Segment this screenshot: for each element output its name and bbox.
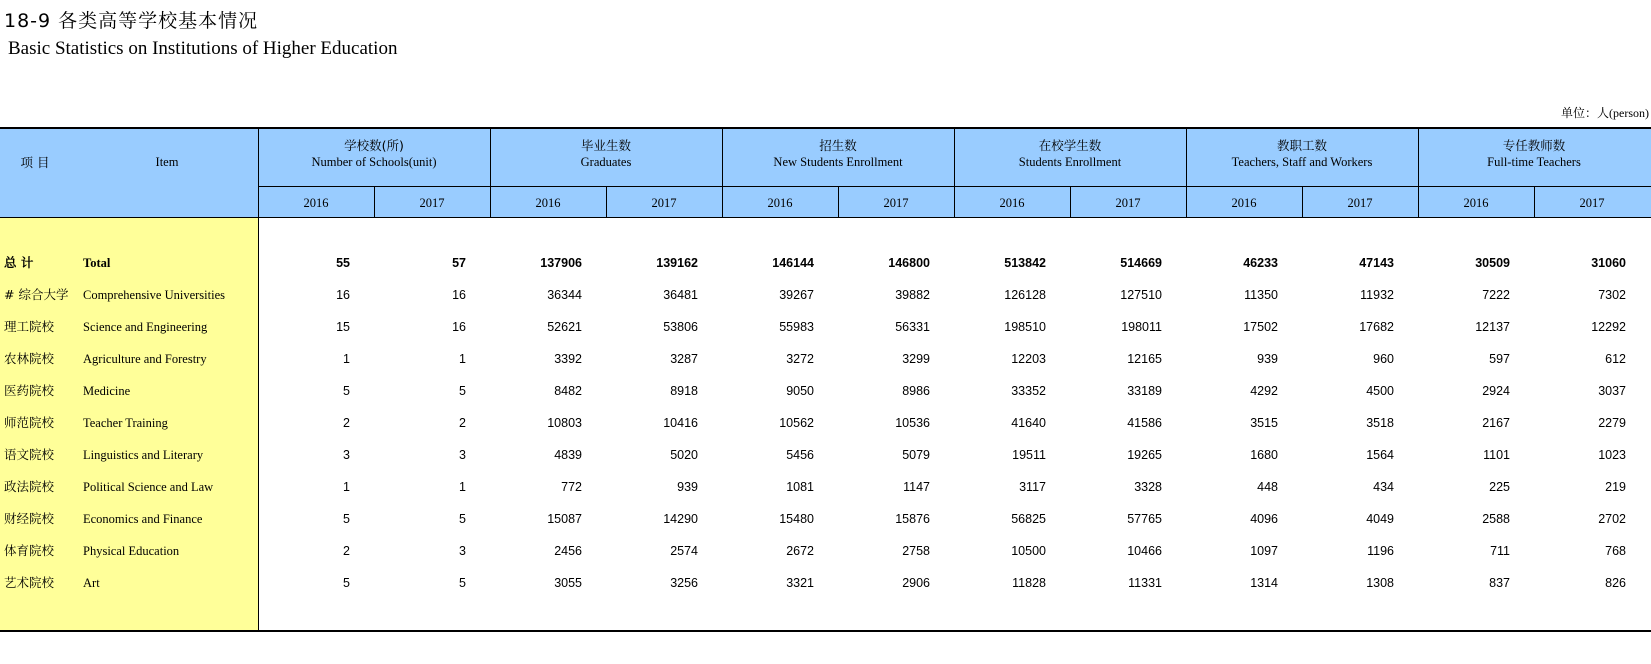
table-cell: 53806 xyxy=(663,320,698,334)
column-group-header-cn: 专任教师数 xyxy=(1502,138,1566,153)
table-cell: 16 xyxy=(452,288,466,302)
table-cell: 14290 xyxy=(663,512,698,526)
item-header-en: Item xyxy=(155,155,179,169)
row-label-cn: 总 计 xyxy=(4,255,34,270)
column-group-header xyxy=(258,137,490,171)
table-cell: 3392 xyxy=(554,352,582,366)
table-cell: 4096 xyxy=(1250,512,1278,526)
page-title-en: Basic Statistics on Institutions of Higher Education xyxy=(8,38,398,59)
table-cell: 15 xyxy=(336,320,350,334)
year-divider xyxy=(1534,186,1535,217)
table-cell: 3328 xyxy=(1134,480,1162,494)
header-bottom-rule xyxy=(0,217,1651,218)
table-cell: 36344 xyxy=(547,288,582,302)
table-cell: 4839 xyxy=(554,448,582,462)
table-cell: 5 xyxy=(459,384,466,398)
year-divider xyxy=(1070,186,1071,217)
page-title-cn: 18-9 各类高等学校基本情况 xyxy=(4,10,259,32)
table-cell: 15480 xyxy=(779,512,814,526)
table-cell: 8918 xyxy=(670,384,698,398)
table-cell: 1308 xyxy=(1366,576,1394,590)
total-row xyxy=(0,247,1651,279)
table-cell: 4049 xyxy=(1366,512,1394,526)
row-label-en: Comprehensive Universities xyxy=(83,288,225,302)
year-header: 2016 xyxy=(767,196,793,210)
table-cell: 126128 xyxy=(1004,288,1046,302)
table-cell: 448 xyxy=(1257,480,1278,494)
table-cell: 2167 xyxy=(1482,416,1510,430)
table-cell: 225 xyxy=(1489,480,1510,494)
row-label-cn: 语文院校 xyxy=(4,447,55,462)
table-cell: 612 xyxy=(1605,352,1626,366)
table-cell: 33352 xyxy=(1011,384,1046,398)
table-row xyxy=(0,471,1651,503)
table-cell: 198510 xyxy=(1004,320,1046,334)
table-cell: 30509 xyxy=(1475,256,1510,270)
row-label-en: Teacher Training xyxy=(83,416,168,430)
table-cell: 1101 xyxy=(1483,448,1510,462)
row-label-en: Art xyxy=(83,576,100,590)
year-header: 2017 xyxy=(651,196,677,210)
table-cell: 46233 xyxy=(1243,256,1278,270)
table-cell: 2702 xyxy=(1598,512,1626,526)
table-cell: 3287 xyxy=(670,352,698,366)
table-cell: 3055 xyxy=(554,576,582,590)
column-group-header xyxy=(954,137,1186,171)
table-cell: 11828 xyxy=(1012,576,1046,590)
table-cell: 960 xyxy=(1373,352,1394,366)
table-cell: 11350 xyxy=(1244,288,1278,302)
year-divider xyxy=(1302,186,1303,217)
table-cell: 146800 xyxy=(888,256,930,270)
table-cell: 772 xyxy=(561,480,582,494)
column-group-header xyxy=(1418,137,1650,171)
row-label-cn: 农林院校 xyxy=(4,351,55,366)
row-label-cn: 艺术院校 xyxy=(4,575,55,590)
table-cell: 837 xyxy=(1489,576,1510,590)
table-cell: 17682 xyxy=(1359,320,1394,334)
table-cell: 8482 xyxy=(554,384,582,398)
table-cell: 10536 xyxy=(895,416,930,430)
row-label-en: Medicine xyxy=(83,384,131,398)
table-cell: 1 xyxy=(343,352,350,366)
table-cell: 2588 xyxy=(1482,512,1510,526)
table-cell: 55 xyxy=(336,256,350,270)
row-label-en: Physical Education xyxy=(83,544,180,558)
table-cell: 2 xyxy=(343,544,350,558)
table-cell: 3299 xyxy=(902,352,930,366)
table-cell: 2279 xyxy=(1598,416,1626,430)
column-group-header-en: New Students Enrollment xyxy=(773,155,903,169)
table-cell: 513842 xyxy=(1004,256,1046,270)
table-cell: 1 xyxy=(459,480,466,494)
column-group-header-cn: 在校学生数 xyxy=(1038,138,1102,153)
table-cell: 10803 xyxy=(547,416,582,430)
table-cell: 3518 xyxy=(1366,416,1394,430)
table-cell: 711 xyxy=(1490,544,1510,558)
column-group-header-en: Graduates xyxy=(580,155,632,169)
table-top-rule xyxy=(0,127,1651,129)
year-header: 2016 xyxy=(303,196,329,210)
column-group-header xyxy=(490,137,722,171)
table-cell: 768 xyxy=(1605,544,1626,558)
table-cell: 3272 xyxy=(786,352,814,366)
table-cell: 5 xyxy=(343,384,350,398)
table-cell: 2672 xyxy=(786,544,814,558)
column-group-header-en: Number of Schools(unit) xyxy=(311,155,437,169)
table-cell: 939 xyxy=(677,480,698,494)
table-cell: 16 xyxy=(452,320,466,334)
table-cell: 137906 xyxy=(540,256,582,270)
table-cell: 7302 xyxy=(1598,288,1626,302)
table-cell: 5456 xyxy=(786,448,814,462)
table-cell: 5 xyxy=(343,512,350,526)
unit-label-en: (person) xyxy=(1609,106,1649,120)
row-label-cn: 财经院校 xyxy=(4,511,55,526)
row-label-cn: 医药院校 xyxy=(4,383,55,398)
table-cell: 7222 xyxy=(1482,288,1510,302)
table-cell: 1314 xyxy=(1250,576,1278,590)
statistics-table xyxy=(0,127,1651,632)
table-cell: 4500 xyxy=(1366,384,1394,398)
table-cell: 1147 xyxy=(903,480,930,494)
year-divider xyxy=(838,186,839,217)
table-cell: 3 xyxy=(459,448,466,462)
item-header-cn: 项 目 xyxy=(20,155,50,170)
year-header: 2016 xyxy=(1231,196,1257,210)
year-header: 2016 xyxy=(535,196,561,210)
table-cell: 15876 xyxy=(895,512,930,526)
unit-label xyxy=(1561,104,1649,121)
table-cell: 56331 xyxy=(895,320,930,334)
table-cell: 12165 xyxy=(1127,352,1162,366)
table-row xyxy=(0,343,1651,375)
table-cell: 139162 xyxy=(656,256,698,270)
group-divider xyxy=(954,127,955,217)
year-header: 2017 xyxy=(1579,196,1605,210)
table-cell: 11331 xyxy=(1128,576,1162,590)
table-cell: 1097 xyxy=(1250,544,1278,558)
table-cell: 11932 xyxy=(1360,288,1394,302)
table-cell: 39267 xyxy=(779,288,814,302)
year-header: 2017 xyxy=(1347,196,1373,210)
group-divider xyxy=(722,127,723,217)
table-cell: 10562 xyxy=(779,416,814,430)
table-cell: 52621 xyxy=(547,320,582,334)
table-cell: 1 xyxy=(459,352,466,366)
row-label-cn: 体育院校 xyxy=(4,543,55,558)
table-cell: 3037 xyxy=(1598,384,1626,398)
group-divider xyxy=(1418,127,1419,217)
table-cell: 19511 xyxy=(1012,448,1046,462)
row-label-en: Agriculture and Forestry xyxy=(83,352,207,366)
table-row xyxy=(0,567,1651,599)
table-cell: 219 xyxy=(1605,480,1626,494)
table-cell: 5 xyxy=(343,576,350,590)
row-label-en: Political Science and Law xyxy=(83,480,214,494)
row-label-en: Linguistics and Literary xyxy=(83,448,204,462)
table-row xyxy=(0,503,1651,535)
table-cell: 47143 xyxy=(1359,256,1394,270)
item-column-divider xyxy=(258,127,259,632)
table-cell: 514669 xyxy=(1120,256,1162,270)
column-group-header-cn: 教职工数 xyxy=(1276,138,1327,153)
table-cell: 2 xyxy=(343,416,350,430)
table-cell: 5 xyxy=(459,576,466,590)
table-cell: 939 xyxy=(1257,352,1278,366)
table-cell: 10466 xyxy=(1127,544,1162,558)
table-cell: 2924 xyxy=(1482,384,1510,398)
column-group-header-cn: 毕业生数 xyxy=(580,138,631,153)
table-cell: 10416 xyxy=(663,416,698,430)
column-group-header-cn: 学校数(所) xyxy=(344,138,404,153)
table-cell: 1 xyxy=(343,480,350,494)
table-bottom-rule xyxy=(0,630,1651,632)
column-group-header xyxy=(1186,137,1418,171)
table-cell: 1081 xyxy=(786,480,814,494)
year-header: 2017 xyxy=(1115,196,1141,210)
table-cell: 146144 xyxy=(772,256,814,270)
row-label-en: Economics and Finance xyxy=(83,512,203,526)
row-label-cn: # 综合大学 xyxy=(4,287,69,302)
row-label-cn: 理工院校 xyxy=(4,319,55,334)
table-cell: 41640 xyxy=(1011,416,1046,430)
row-label-cn: 师范院校 xyxy=(4,415,55,430)
row-label-cn: 政法院校 xyxy=(4,479,55,494)
table-cell: 4292 xyxy=(1250,384,1278,398)
table-cell: 2574 xyxy=(670,544,698,558)
table-cell: 1680 xyxy=(1250,448,1278,462)
table-cell: 15087 xyxy=(547,512,582,526)
column-group-header xyxy=(722,137,954,171)
table-row xyxy=(0,311,1651,343)
table-cell: 12203 xyxy=(1011,352,1046,366)
year-header: 2017 xyxy=(419,196,445,210)
table-cell: 5079 xyxy=(902,448,930,462)
year-divider xyxy=(374,186,375,217)
table-cell: 19265 xyxy=(1127,448,1162,462)
table-cell: 1564 xyxy=(1366,448,1394,462)
year-header: 2016 xyxy=(1463,196,1489,210)
year-divider xyxy=(606,186,607,217)
table-row xyxy=(0,375,1651,407)
table-row xyxy=(0,407,1651,439)
column-group-header-en: Students Enrollment xyxy=(1018,155,1122,169)
column-group-header-en: Teachers, Staff and Workers xyxy=(1231,155,1373,169)
table-cell: 57765 xyxy=(1127,512,1162,526)
group-divider xyxy=(1186,127,1187,217)
table-cell: 826 xyxy=(1605,576,1626,590)
table-cell: 2456 xyxy=(554,544,582,558)
table-cell: 5020 xyxy=(670,448,698,462)
table-cell: 3256 xyxy=(670,576,698,590)
table-cell: 3 xyxy=(343,448,350,462)
table-cell: 39882 xyxy=(895,288,930,302)
row-label-en: Total xyxy=(83,256,111,270)
table-row xyxy=(0,439,1651,471)
table-cell: 36481 xyxy=(663,288,698,302)
table-cell: 33189 xyxy=(1127,384,1162,398)
table-cell: 2758 xyxy=(902,544,930,558)
table-cell: 3515 xyxy=(1250,416,1278,430)
table-row xyxy=(0,279,1651,311)
table-cell: 41586 xyxy=(1127,416,1162,430)
unit-label-cn: 单位：人 xyxy=(1561,106,1610,120)
table-cell: 57 xyxy=(452,256,466,270)
table-cell: 16 xyxy=(336,288,350,302)
column-group-header-en: Full-time Teachers xyxy=(1487,155,1581,169)
table-cell: 10500 xyxy=(1011,544,1046,558)
row-label-en: Science and Engineering xyxy=(83,320,208,334)
table-cell: 56825 xyxy=(1011,512,1046,526)
table-cell: 3321 xyxy=(786,576,814,590)
column-group-header-cn: 招生数 xyxy=(819,138,857,153)
table-cell: 31060 xyxy=(1591,256,1626,270)
year-header: 2016 xyxy=(999,196,1025,210)
table-cell: 9050 xyxy=(786,384,814,398)
table-cell: 127510 xyxy=(1120,288,1162,302)
table-cell: 3 xyxy=(459,544,466,558)
table-cell: 2 xyxy=(459,416,466,430)
table-cell: 434 xyxy=(1373,480,1394,494)
table-cell: 55983 xyxy=(779,320,814,334)
table-cell: 12292 xyxy=(1591,320,1626,334)
table-cell: 12137 xyxy=(1475,320,1510,334)
table-cell: 198011 xyxy=(1121,320,1162,334)
table-cell: 597 xyxy=(1489,352,1510,366)
table-cell: 5 xyxy=(459,512,466,526)
table-cell: 1196 xyxy=(1367,544,1394,558)
table-cell: 2906 xyxy=(902,576,930,590)
table-cell: 8986 xyxy=(902,384,930,398)
table-cell: 3117 xyxy=(1019,480,1046,494)
group-divider xyxy=(490,127,491,217)
table-row xyxy=(0,535,1651,567)
table-cell: 17502 xyxy=(1243,320,1278,334)
year-header: 2017 xyxy=(883,196,909,210)
table-cell: 1023 xyxy=(1598,448,1626,462)
